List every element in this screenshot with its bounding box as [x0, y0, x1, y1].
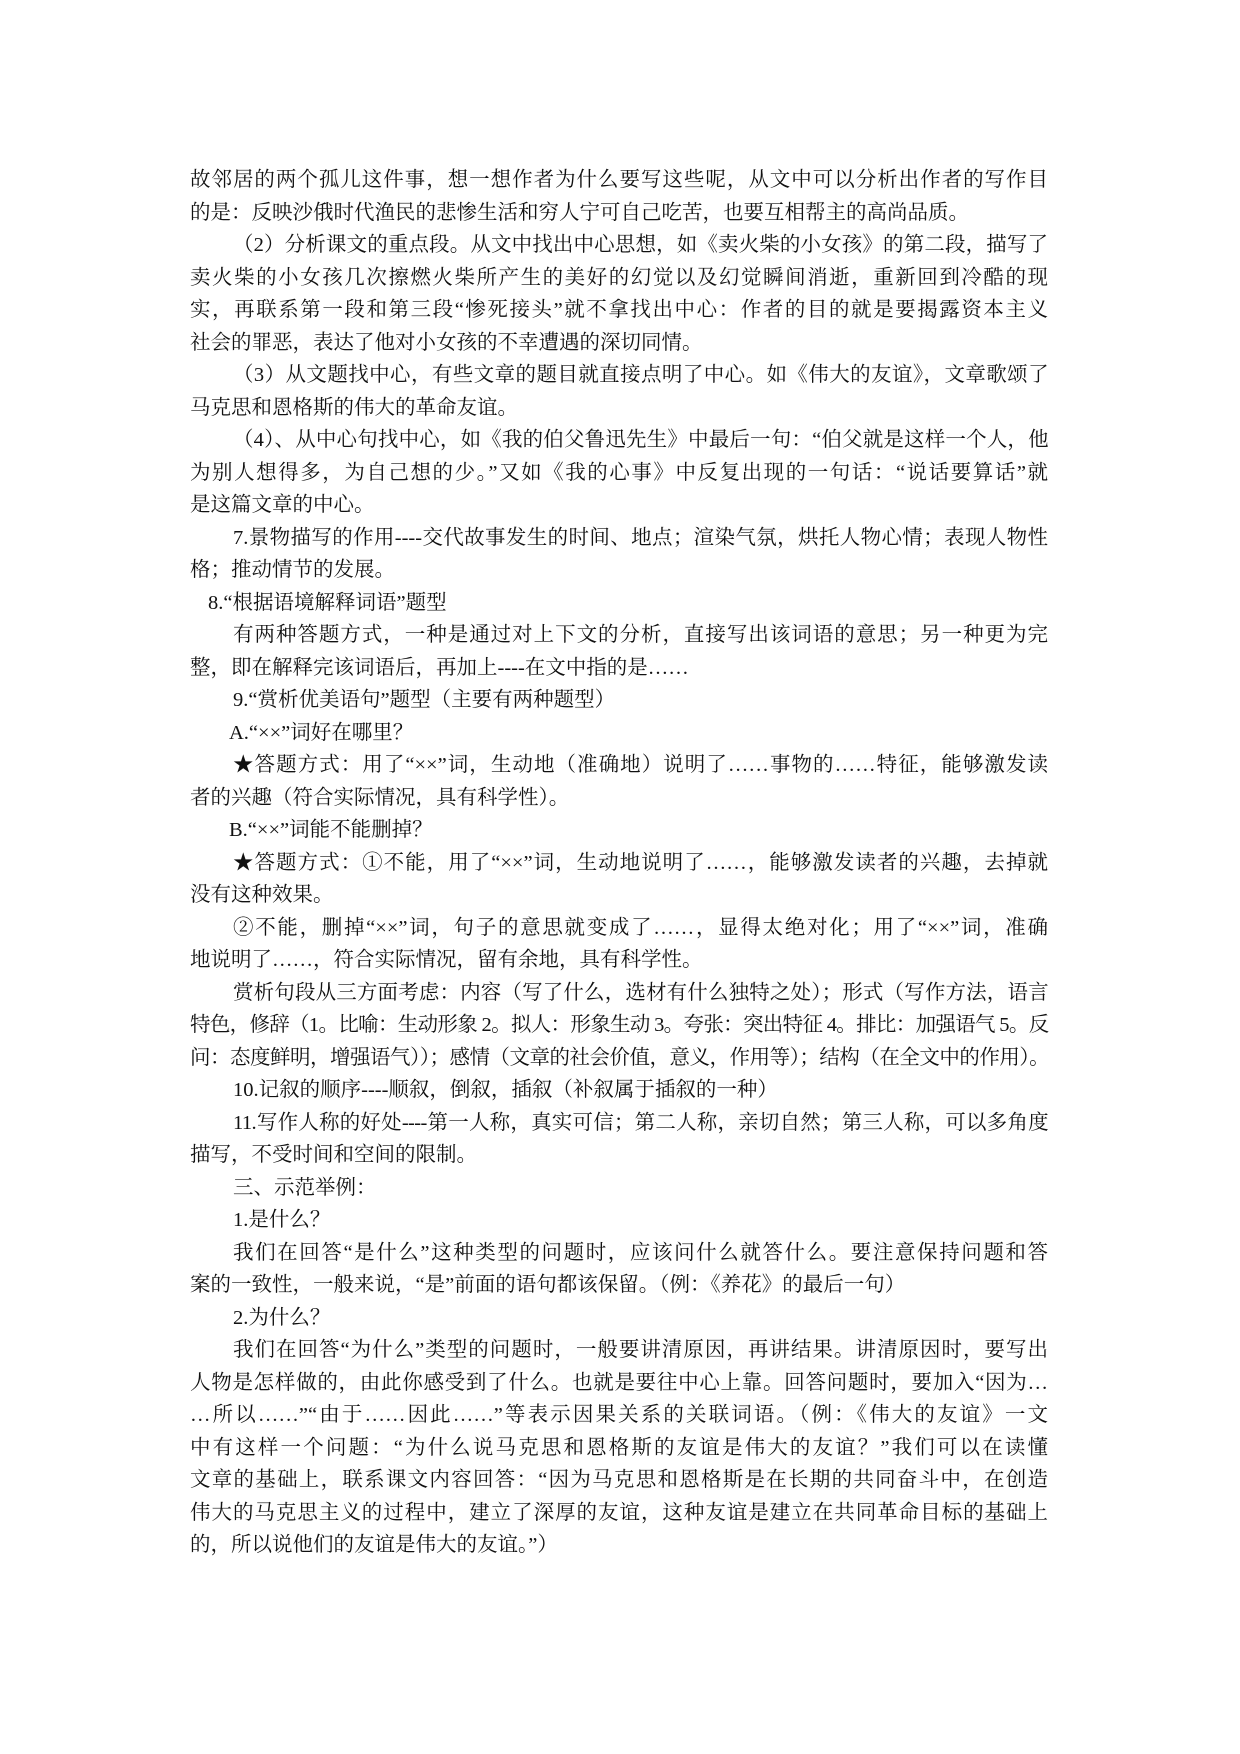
text-line: 8.“根据语境解释词语”题型 — [208, 591, 447, 614]
paragraph-key-section-analysis — [190, 229, 1048, 359]
text-line: ★答题方式：①不能，用了“××”词，生动地说明了……，能够激发读者的兴趣，去掉就 — [233, 851, 1048, 874]
text-line: 我们在回答“是什么”这种类型的问题时，应该问什么就答什么。要注意保持问题和答 — [233, 1241, 1048, 1264]
text-line: 1.是什么？ — [233, 1209, 331, 1231]
text-line: 9.“赏析优美语句”题型（主要有两种题型） — [233, 689, 616, 711]
text-line: 11.写作人称的好处----第一人称，真实可信；第二人称，亲切自然；第三人称，可以多角度 — [233, 1111, 1048, 1134]
paragraph-title-center — [190, 359, 1048, 424]
text-line: 7.景物描写的作用----交代故事发生的时间、地点；渲染气氛，烘托人物心情；表现人物性 — [233, 526, 1048, 549]
text-line: ②不能，删掉“××”词，句子的意思就变成了……，显得太绝对化；用了“××”词，准确 — [233, 916, 1048, 939]
paragraph-example-2 — [190, 1334, 1048, 1562]
text-line: 的，所以说他们的友谊是伟大的友谊。”） — [190, 1534, 558, 1556]
heading-item-9 — [190, 684, 1048, 717]
text-line: 格；推动情节的发展。 — [190, 559, 395, 581]
text-line: 马克思和恩格斯的伟大的革命友谊。 — [190, 396, 518, 419]
section-heading-examples — [190, 1172, 1048, 1205]
text-line: 者的兴趣（符合实际情况，具有科学性）。 — [190, 786, 570, 809]
text-line: A.“××”词好在哪里？ — [229, 721, 414, 744]
paragraph-example-1 — [190, 1237, 1048, 1302]
paragraph-appreciation-aspects — [190, 977, 1048, 1075]
text-line: 是这篇文章的中心。 — [190, 494, 375, 516]
text-line: ★答题方式：用了“××”词，生动地（准确地）说明了……事物的……特征，能够激发读 — [233, 754, 1048, 776]
paragraph-purpose-analysis-continued — [190, 164, 1048, 229]
text-line: 为别人想得多，为自己想的少。”又如《我的心事》中反复出现的一句话：“说话要算话”就 — [190, 461, 1048, 484]
paragraph-item-10-narrative-order — [190, 1074, 1048, 1107]
text-line: 赏析句段从三方面考虑：内容（写了什么，选材有什么独特之处）；形式（写作方法，语言 — [233, 981, 1048, 1004]
text-line: 文章的基础上，联系课文内容回答：“因为马克思和恩格斯是在长期的共同奋斗中，在创造 — [190, 1469, 1048, 1491]
heading-example-1 — [190, 1204, 1048, 1237]
text-line: 10.记叙的顺序----顺叙，倒叙，插叙（补叙属于插叙的一种） — [233, 1079, 778, 1101]
text-line: 的是：反映沙俄时代渔民的悲惨生活和穷人宁可自己吃苦，也要互相帮主的高尚品质。 — [190, 201, 969, 224]
text-line: 没有这种效果。 — [190, 884, 334, 906]
paragraph-answer-a — [190, 749, 1048, 814]
heading-question-a — [190, 717, 1048, 750]
paragraph-item-11-person — [190, 1107, 1048, 1172]
paragraph-answer-b-2 — [190, 912, 1048, 977]
text-line: 2.为什么？ — [233, 1306, 331, 1329]
text-line: 卖火柴的小女孩几次擦燃火柴所产生的美好的幻觉以及幻觉瞬间消逝，重新回到冷酷的现 — [190, 266, 1048, 289]
text-line: （2）分析课文的重点段。从文中找出中心思想，如《卖火柴的小女孩》的第二段，描写了 — [233, 234, 1048, 256]
text-line: 地说明了……，符合实际情况，留有余地，具有科学性。 — [190, 949, 703, 971]
text-line: 描写，不受时间和空间的限制。 — [190, 1144, 477, 1166]
text-line: （4）、从中心句找中心，如《我的伯父鲁迅先生》中最后一句：“伯父就是这样一个人，他 — [233, 429, 1048, 451]
text-line: 整，即在解释完该词语后，再加上----在文中指的是…… — [190, 656, 689, 679]
text-line: 人物是怎样做的，由此你感受到了什么。也就是要往中心上靠。回答问题时，要加入“因为… — [190, 1371, 1048, 1394]
text-line: …所以……”“由于……因此……”等表示因果关系的关联词语。（例：《伟大的友谊》一文 — [190, 1404, 1048, 1426]
text-line: 故邻居的两个孤儿这件事，想一想作者为什么要写这些呢，从文中可以分析出作者的写作目 — [190, 169, 1048, 191]
paragraph-central-sentence — [190, 424, 1048, 522]
text-line: （3）从文题找中心，有些文章的题目就直接点明了中心。如《伟大的友谊》，文章歌颂了 — [233, 364, 1048, 386]
heading-item-8 — [190, 587, 1048, 620]
text-line: 实，再联系第一段和第三段“惨死接头”就不拿找出中心：作者的目的就是要揭露资本主义 — [190, 299, 1048, 321]
text-line: 我们在回答“为什么”类型的问题时，一般要讲清原因，再讲结果。讲清原因时，要写出 — [233, 1339, 1048, 1361]
text-line: 伟大的马克思主义的过程中，建立了深厚的友谊，这种友谊是建立在共同革命目标的基础上 — [190, 1501, 1048, 1524]
text-line: B.“××”词能不能删掉？ — [229, 819, 433, 841]
text-line: 案的一致性，一般来说，“是”前面的语句都该保留。（例：《养花》的最后一句） — [190, 1274, 906, 1296]
paragraph-item-8-answer — [190, 619, 1048, 684]
paragraph-answer-b-1 — [190, 847, 1048, 912]
heading-question-b — [190, 814, 1048, 847]
text-line: 问：态度鲜明，增强语气））；感情（文章的社会价值，意义，作用等）；结构（在全文中的作用）。 — [190, 1046, 1048, 1069]
text-line: 中有这样一个问题：“为什么说马克思和恩格斯的友谊是伟大的友谊？”我们可以在读懂 — [190, 1436, 1048, 1459]
document-body — [190, 164, 1048, 1562]
paragraph-item-7-scenery — [190, 522, 1048, 587]
text-line: 三、示范举例： — [233, 1176, 377, 1199]
text-line: 社会的罪恶，表达了他对小女孩的不幸遭遇的深切同情。 — [190, 331, 703, 354]
text-line: 特色，修辞（1。比喻：生动形象 2。拟人：形象生动 3。夸张：突出特征 4。排比：加强语气 5。反 — [190, 1014, 1048, 1036]
text-line: 有两种答题方式，一种是通过对上下文的分析，直接写出该词语的意思；另一种更为完 — [233, 624, 1048, 646]
heading-example-2 — [190, 1302, 1048, 1335]
